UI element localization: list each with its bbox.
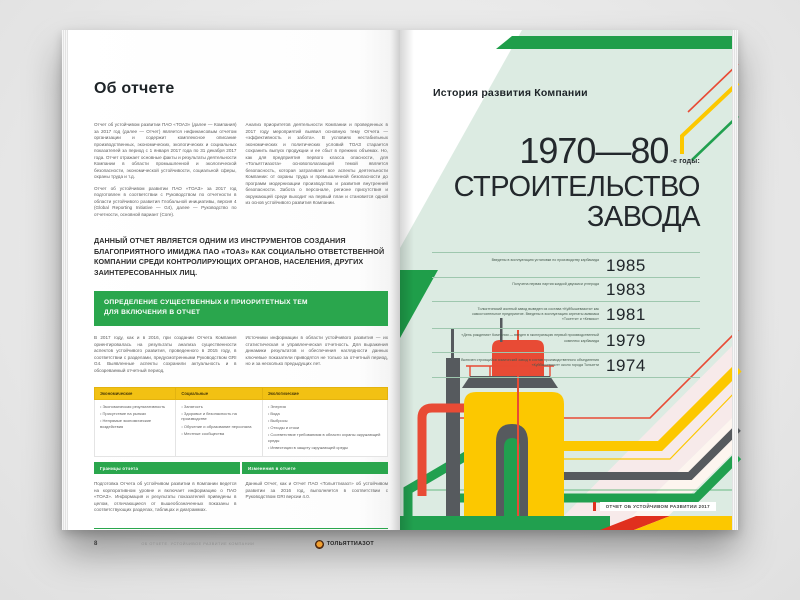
report-spread	[62, 30, 738, 548]
table-header-row	[95, 387, 388, 399]
timeline-event-text: Получена первая партия жидкой двуокиси углерода	[512, 282, 599, 286]
intro-column-1	[94, 122, 237, 223]
page-edge-stack-left	[62, 30, 68, 530]
timeline-row	[432, 328, 700, 353]
boundaries-heading: Границы отчета	[94, 462, 240, 474]
era-title-line1: СТРОИТЕЛЬСТВО	[453, 171, 700, 203]
intro-columns	[94, 122, 388, 223]
page-company-history	[400, 30, 738, 530]
timeline-row	[432, 301, 700, 328]
footer-red-tick	[593, 502, 596, 511]
subsection-headers-bar	[94, 462, 388, 474]
topic-item: • Энергия	[268, 404, 382, 410]
era-title-block	[453, 130, 700, 234]
intro-paragraph: Анализ приоритетов деятельности Компании и проведенных в 2017 году мероприятий выявил основную тему Отчета — «эффективность и забота». В условиях нестабильных экономических и политических условий ТОАЗ старается сохранить выпуск продукции и ее сбыт в прежних объемах. Но, как для предприятия первого класса опасности, для «Тольяттиазота» основополагающей темой является безопасность, которая затрагивает все аспекты деятельности Компании: от охраны труда и промышленной безопасности до программ модернизации производства и развития внутренней безопасности. Забота о персонале, регионе присутствия и окружающей среде выходит на первый план и становится одной из основ устойчивого развития Компании.	[245, 122, 388, 206]
left-page-content	[94, 80, 388, 548]
materiality-paragraph: Источники информации в области устойчивого развития — их статистическая и управленческая отчетность. Для выражения динамики результатов и обеспечения наглядности данных ключевые показатели приводятся не только за отчетный период, но и за несколько предыдущих лет.	[245, 335, 388, 367]
timeline-year: 1985	[606, 255, 646, 275]
changes-paragraph: Данный Отчет, как и Отчет ПАО «Тольяттиазот» об устойчивом развитии за 2016 год, выполняется в соответствии с Руководством GRI версии 4.0.	[245, 481, 388, 500]
timeline-event-text: Введены в эксплуатацию установки по производству карбамида	[491, 257, 599, 262]
key-statement: ДАННЫЙ ОТЧЕТ ЯВЛЯЕТСЯ ОДНИМ ИЗ ИНСТРУМЕНТОВ СОЗДАНИЯ БЛАГОПРИЯТНОГО ИМИДЖА ПАО «ТОАЗ» КАК СОЦИАЛЬНО ОТВЕТСТВЕННОЙ КОМПАНИИ СРЕДИ КОНТРОЛИРУЮЩИХ ОРГАНОВ, НАСЕЛЕНИЯ, ДРУГИХ ЗАИНТЕРЕСОВАННЫХ ЛИЦ.	[94, 236, 385, 277]
top-green-band	[496, 36, 738, 49]
timeline-year: 1979	[606, 331, 646, 351]
environmental-topics-cell	[262, 399, 387, 457]
subsection-columns	[94, 481, 388, 519]
topic-item: • Обучение и образование персонала	[181, 424, 257, 430]
topic-item: • Непрямые экономические воздействия	[100, 418, 170, 429]
topic-item: • Выбросы	[268, 418, 382, 424]
era-years-suffix: -е годы:	[670, 158, 700, 165]
materiality-heading-block	[94, 291, 388, 326]
changes-heading: Изменения в отчете	[242, 462, 388, 474]
spine-shadow-right	[400, 30, 414, 530]
timeline-event-text: Включен строящийся химический завод в состав производственного объединения «Куйбышевазот» около города Тольятти	[461, 357, 599, 368]
right-page-footer	[593, 502, 716, 512]
materiality-heading-line2: ДЛЯ ВКЛЮЧЕНИЯ В ОТЧЕТ	[104, 309, 201, 317]
topic-item: • Местные сообщества	[181, 431, 257, 437]
materiality-paragraph: В 2017 году, как и в 2016, при создании Отчета Компания ориентировалась на результаты анализа существенности аспектов устойчивого развития, проведенного в 2015 году, в соответствии с разделами, предусмотренными Руководством GRI G4. Выявленные аспекты сохранили актуальность и в обозреваемый отчетный период.	[94, 335, 237, 373]
topic-item: • Соответствие требованиям в области охраны окружающей среды	[268, 432, 382, 443]
timeline-row	[432, 277, 700, 302]
era-title-line2: ЗАВОДА	[586, 201, 700, 234]
page-title: Об отчете	[94, 80, 175, 97]
topic-item: • Вода	[268, 411, 382, 417]
timeline-event-text: «День рождения» Компании — введен в эксплуатацию первый производственный комплекс карбамида	[461, 333, 599, 343]
era-years	[454, 130, 700, 171]
topic-item: • Экономическая результативность	[100, 404, 170, 410]
intro-paragraph: Отчет об устойчивом развитии ПАО «ТОАЗ» (далее — Компания) за 2017 год (далее — Отчет) является нефинансовым отчетом организации и содержит комплексное описание производственных, экономических, экологических и социальных показателей за период с 1 января 2017 года по 31 декабря 2017 года. Отчет отражает основные факты и результаты деятельности Компании в области промышленной и экологической безопасности, экономической устойчивости, социальной сферы, охраны труда и т.д.	[94, 122, 237, 180]
spine-shadow-left	[390, 30, 400, 530]
history-timeline	[432, 252, 700, 378]
timeline-event-text: Тольяттинский азотный завод выведен из состава «Куйбышевазота» как самостоятельное предприятие. Введены в эксплуатацию агрегаты аммиака «Тосетти» и «Кемико»	[472, 306, 599, 322]
page-edge-stack-right	[732, 30, 738, 530]
topic-item: • Занятость	[181, 404, 257, 410]
timeline-row	[432, 252, 700, 277]
materiality-heading-line1: ОПРЕДЕЛЕНИЕ СУЩЕСТВЕННЫХ И ПРИОРИТЕТНЫХ ТЕМ	[104, 298, 308, 306]
company-logo	[315, 540, 374, 549]
page-about-report	[62, 30, 400, 548]
column-header-social: Социальные	[176, 387, 263, 399]
intro-column-2	[246, 122, 389, 223]
economic-topics-cell	[95, 399, 176, 457]
topic-item: • Отходы и стоки	[268, 425, 382, 431]
company-logo-icon	[315, 540, 324, 549]
column-header-economic: Экономические	[95, 387, 176, 399]
column-header-environmental: Экологические	[262, 387, 387, 399]
materiality-columns	[94, 335, 388, 379]
topic-item: • Присутствие на рынках	[100, 411, 170, 417]
timeline-row	[432, 352, 700, 378]
material-topics-table	[94, 387, 388, 458]
boundaries-paragraph: Подготовка Отчета об устойчивом развитии в Компании ведется на корпоративном уровне и включает информацию о ПАО «ТОАЗ». Информация и результаты показателей приведены в целом, отличающиеся от вышеобозначенных показаны в соответствующих разделах, таблицах и диаграммах.	[94, 481, 237, 513]
page-number: 8	[94, 541, 98, 548]
footer-section-label: ОБ ОТЧЕТЕ. УСТОЙЧИВОЕ РАЗВИТИЕ КОМПАНИИ	[141, 542, 255, 547]
chapter-title: История развития Компании	[433, 87, 588, 99]
social-topics-cell	[176, 399, 263, 457]
left-page-footer	[94, 540, 388, 549]
topic-item: • Здоровье и безопасность на производстве	[181, 411, 257, 422]
topic-item: • Инвестиции в защиту окружающей среды	[268, 445, 382, 451]
era-years-number: 1970—80	[519, 130, 669, 171]
table-body-row	[95, 399, 388, 457]
timeline-year: 1983	[606, 280, 646, 299]
company-logo-text: ТОЛЬЯТТИАЗОТ	[326, 541, 374, 548]
intro-paragraph: Отчет об устойчивом развитии ПАО «ТОАЗ» за 2017 год подготовлен в соответствии с Руководством по отчетности в области устойчивого развития Глобальной инициативы, версия 4 (Global Reporting Initiative — G4), далее — Руководство по отчетности, основной вариант (Core).	[94, 185, 237, 217]
footer-divider	[94, 528, 388, 529]
timeline-year: 1974	[606, 355, 646, 375]
timeline-year: 1981	[606, 304, 646, 324]
report-footer-label: ОТЧЕТ ОБ УСТОЙЧИВОМ РАЗВИТИИ 2017	[600, 502, 716, 512]
